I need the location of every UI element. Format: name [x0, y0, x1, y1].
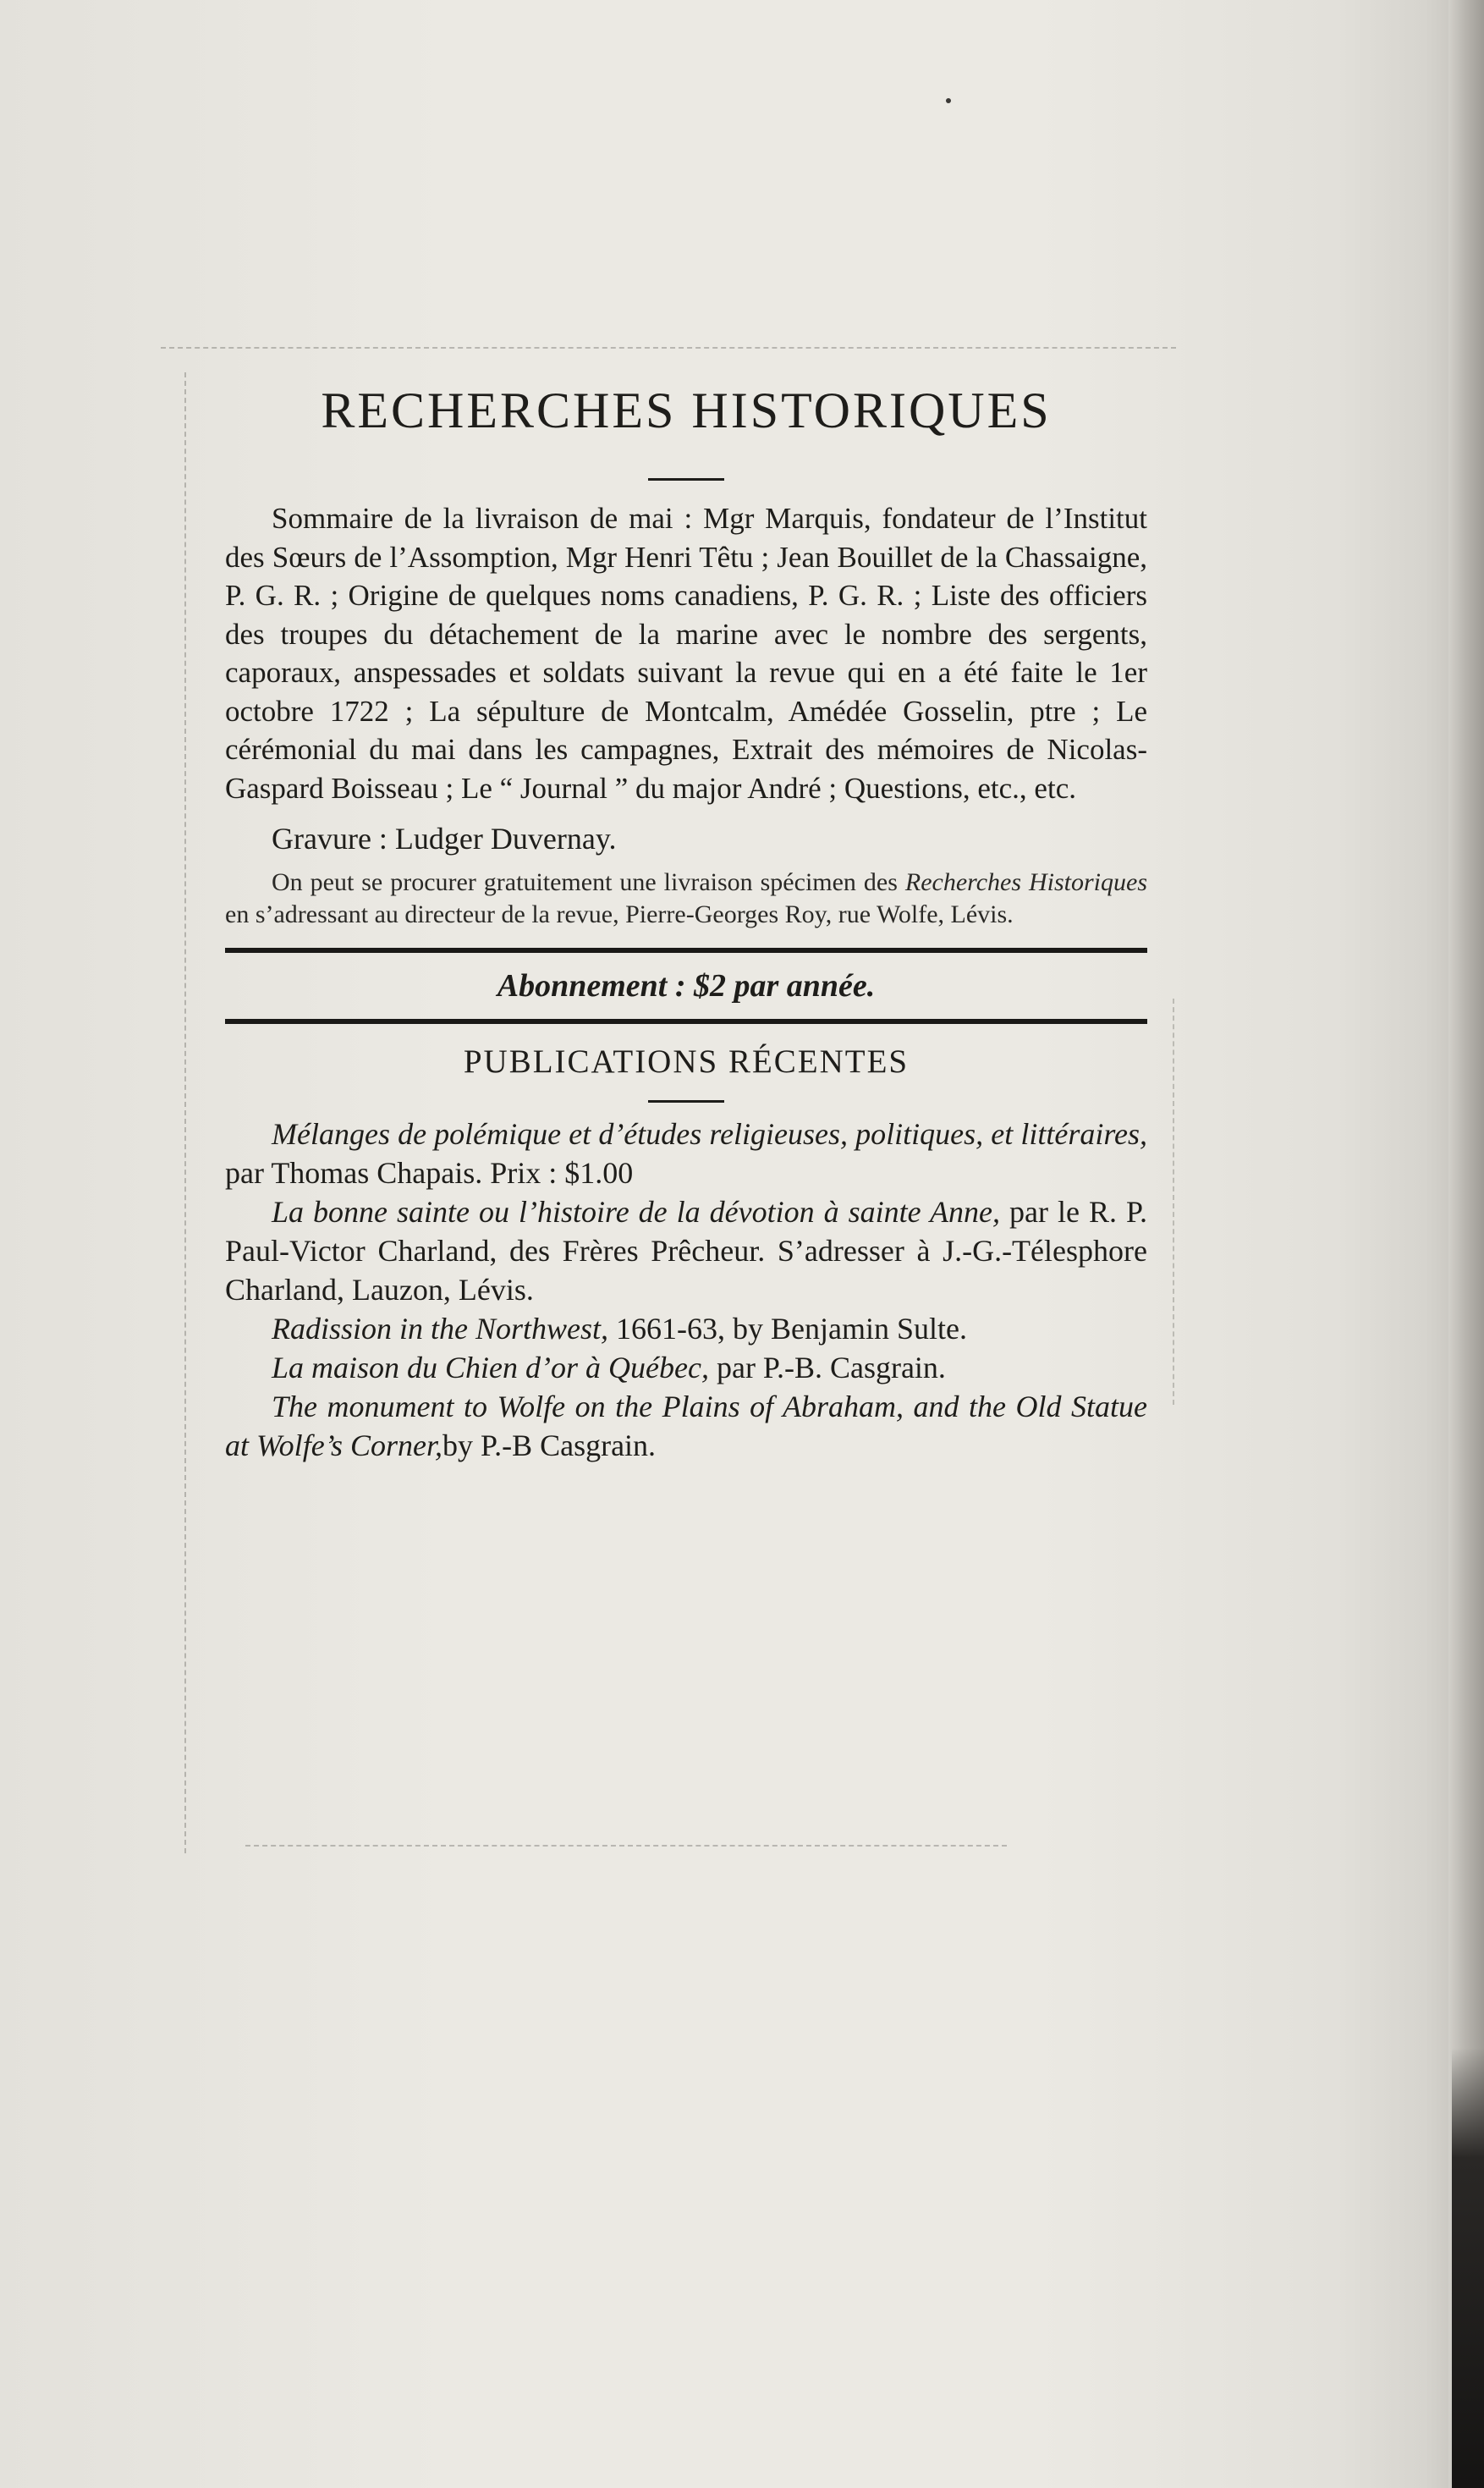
publication-item [225, 1387, 1147, 1465]
clipping-border-top [161, 347, 1176, 349]
advertisement-block [225, 385, 1147, 1465]
publication-item [225, 1348, 1147, 1387]
specimen-note-after: en s’adressant au directeur de la revue, Pierre-Georges Roy, rue Wolfe, Lévis. [225, 900, 1014, 928]
clipping-border-left [184, 372, 186, 1853]
publication-item [225, 1192, 1147, 1309]
publication-details: by P.-B Casgrain. [442, 1428, 657, 1462]
subscription-line: Abonnement : $2 par année. [497, 968, 876, 1004]
section-divider-top [225, 948, 1147, 953]
publication-title: Mélanges de polémique et d’études religieuses, politiques, et littéraires, [272, 1117, 1147, 1151]
publication-title: La maison du Chien d’or à Québec, [272, 1351, 709, 1384]
page-title: RECHERCHES HISTORIQUES [321, 383, 1052, 438]
publication-details: par P.-B. Casgrain. [708, 1351, 946, 1384]
clipping-border-bottom [245, 1845, 1007, 1847]
engraving-line: Gravure : Ludger Duvernay. [272, 822, 617, 856]
issue-summary: Sommaire de la livraison de mai : Mgr Marquis, fondateur de l’Institut des Sœurs de l’Assomption, Mgr Henri Têtu ; Jean Bouillet de la Chassaigne, P. G. R. ; Origine de quelques noms canadiens, P. G. R. ; Liste des officiers des troupes du détachement de la marine avec le nombre des sergents, caporaux, anspessades et soldats suivant la revue qui en a été faite le 1er octobre 1722 ; La sépulture de Montcalm, Amédée Gosselin, ptre ; Le cérémonial du mai dans les campagnes, Extrait des mémoires de Nicolas-Gaspard Boisseau ; Le “ Journal ” du major André ; Questions, etc., etc. [225, 502, 1147, 805]
publication-details: par le R. P. Paul-Victor Charland, des Frères Prêcheur. S’adresser à J.-G.-Télesphore Charland, Lauzon, Lévis. [225, 1195, 1148, 1307]
publication-title: La bonne sainte ou l’histoire de la dévotion à sainte Anne, [272, 1195, 1000, 1229]
publication-details: 1661-63, by Benjamin Sulte. [608, 1312, 967, 1346]
binding-shadow [1452, 2048, 1484, 2488]
title-divider [648, 478, 724, 481]
publications-divider [648, 1100, 724, 1103]
publication-item [225, 1309, 1147, 1348]
specimen-note [225, 867, 1147, 931]
paper-speck [946, 98, 951, 103]
publication-title: The monument to Wolfe on the Plains of Abraham, and the Old Statue at Wolfe’s Corner, [225, 1390, 1147, 1462]
specimen-note-title: Recherches Historiques [904, 868, 1147, 896]
publication-item [225, 1115, 1147, 1192]
publications-heading: PUBLICATIONS RÉCENTES [463, 1043, 910, 1080]
clipping-border-right [1173, 999, 1174, 1405]
section-divider-bottom [225, 1019, 1147, 1024]
publication-details: par Thomas Chapais. Prix : $1.00 [225, 1156, 634, 1190]
publication-title: Radission in the Northwest, [272, 1312, 609, 1346]
specimen-note-before: On peut se procurer gratuitement une livraison spécimen des [272, 868, 905, 896]
